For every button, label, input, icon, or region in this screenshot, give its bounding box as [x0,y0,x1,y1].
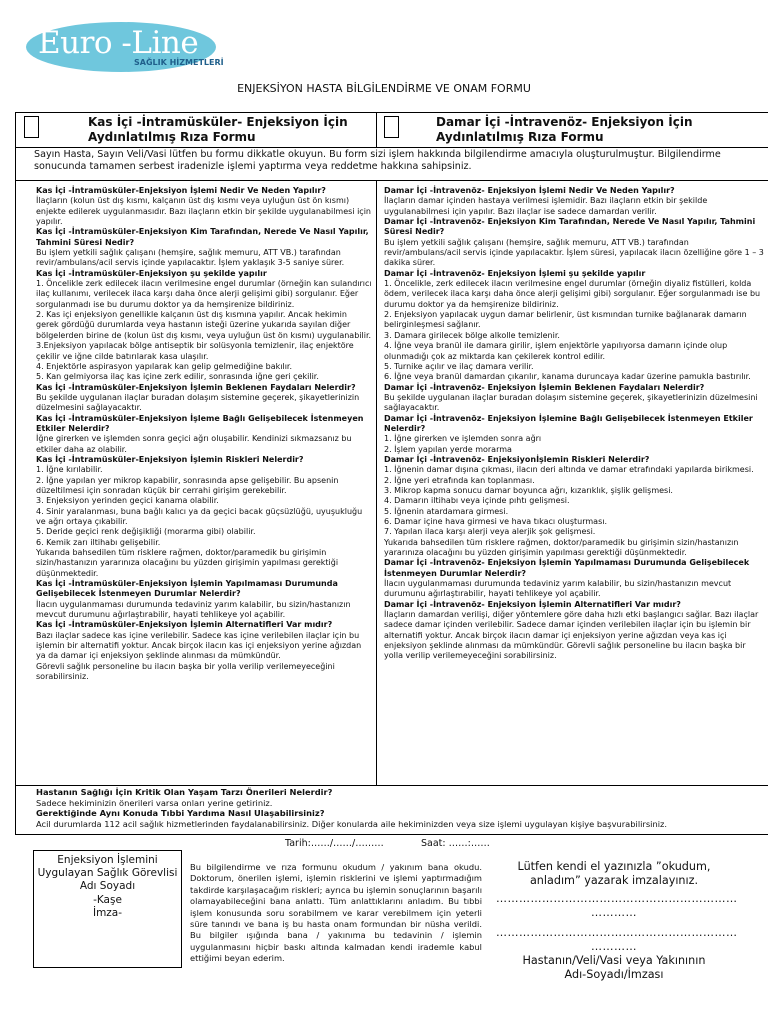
section-text: İlaçların damar içinden hastaya verilmesi işlemidir. Bazı ilaçların etkin bir şekilde uygulanabilmesi için yapılır. Bazı ilaçlar ise sadece damardan verilir. [384,196,708,216]
staff-line: Enjeksiyon İşlemini [57,854,158,866]
lifestyle-question: Hastanın Sağlığı İçin Kritik Olan Yaşam Tarzı Önerileri Nelerdir? [36,787,333,797]
help-question: Gerektiğinde Aynı Konuda Tıbbi Yardıma Nasıl Ulaşabilirsiniz? [36,808,325,819]
section-heading: Damar İçi -İntravenöz- Enjeksiyon İşlemin Beklenen Faydaları Nelerdir? [384,382,705,392]
iv-header-line2: Aydınlatılmış Rıza Formu [436,130,604,144]
section-text: Görevli sağlık personeline bu ilacın başka bir yolla verilip verilemeyeceğini sorabilirsiniz. [36,661,335,682]
section-text: Bu işlem yetkili sağlık çalışanı (hemşire, sağlık memuru, ATT VB.) tarafından revir/ambulans/acil servis içinde yapılacaktır. İşlem yaklaşık 3-5 saniye sürer. [36,248,345,268]
section-text: Bazı ilaçlar sadece kas içine verilebilir. Sadece kas içine verilebilen ilaçlar için bu işlemin bir alternatifi yoktur. Ancak birçok ilacın kas içi enjeksiyon yerine ağızdan ya da damar içi enjeksiyon şeklinde alınması da mümkündür. [36,630,362,661]
im-header [15,112,377,148]
signer-label-line1: Hastanın/Veli/Vasi veya Yakınının [522,954,706,967]
im-header-line2: Aydınlatılmış Rıza Formu [88,130,256,144]
time-field[interactable]: Saat: ……:…… [421,838,490,849]
section-text: 5. Deride geçici renk değişikliği (morarma gibi) olabilir. [36,527,256,537]
section-heading: Kas İçi -İntramüsküler-Enjeksiyon İşlemin Riskleri Nelerdir? [36,454,304,464]
iv-column [376,180,768,786]
section-text: 1. İğnenin damar dışına çıkması, ilacın deri altında ve damar etrafındaki yapılarda birikmesi. [384,465,754,475]
logo-registered: ® [198,25,205,33]
im-header-title [88,115,348,145]
iv-header [376,112,768,148]
section-text: Bu şekilde uygulanan ilaçlar buradan dolaşım sistemine geçerek, şikayetlerinizin düzelmesini sağlayacaktır. [36,392,360,413]
intro-paragraph: Sayın Hasta, Sayın Veli/Vasi lütfen bu formu dikkatle okuyun. Bu form sizi işlem hakkında bilgilendirme amacıyla oluşturulmuştur. Bilgilendirme sonucunda tamamen serbest iradenizle işlemi yaptırma veya reddetme hakkına sahipsiniz. [15,147,768,181]
logo-brand [38,25,205,61]
section-text: İlacın uygulanmaması durumunda tedaviniz yarım kalabilir, bu sizin/hastanızın mevcut durumunu ağırlaştırabilir, hayati tehlikeye yol açabilir. [36,599,351,620]
staff-line: -Kaşe [93,893,122,906]
section-text: 3. Enjeksiyon yerinden geçici kanama olabilir. [36,496,219,506]
section-text: 4. Enjektörle aspirasyon yapılarak kan gelip gelmediğine bakılır. [36,361,293,371]
staff-line: Uygulayan Sağlık Görevlisi [37,867,178,880]
date-field[interactable]: Tarih:……/……/……… [285,838,384,849]
section-heading: Damar İçi -İntravenöz- Enjeksiyon İşlemin Yapılmaması Durumunda Gelişebilecek İstenmeyen Durumlar Nelerdir? [384,558,750,578]
section-text: Yukarıda bahsedilen tüm risklere rağmen, doktor/paramedik bu girişimin sizin/hastanızın yararınıza olacağını bu yüzden girişimin yapılması gerektiği düşünmektedir. [36,548,339,578]
section-text: 1. Öncelikle zerk edilecek ilacın verilmesine engel durumlar (örneğin kan sulandırıcı ilaç kullanımı, verilecek ilaca karşı daha önce alerji gelişimi gibi) sorgulanır. Eğer sorgulanmadı ise bu durumu doktor ya da hemşirenize bildiriniz. [36,279,372,309]
advice-section [15,785,768,835]
section-text: 6. Kemik zarı iltihabı gelişebilir. [36,537,161,547]
section-heading: Damar İçi -İntravenöz- Enjeksiyonİşlemin Riskleri Nelerdir? [384,454,650,464]
section-text: İlaçların (kolun üst dış kısmı, kalçanın üst dış kısmı veya uyluğun üst ön kısmı) enjekte edilerek uygulanmasıdır. Bazı ilaçların etkin bir şekilde uygulanabilmesi için yapılır. [36,196,371,227]
consent-statement: Bu bilgilendirme ve rıza formunu okudum / yakınım bana okudu. Doktorum, önerilen işlemi, işlemin risklerini ve işlemi yaptırmadığım takdirde karşılaşacağım riskleri; ayrıca bu işlemin sonuçlarının başarılı olamayabileceğini bana anlattı. Tüm anlattıklarını anladım. Bu tıbbi işlem konusunda soru sorabilmem ve karar verebilmem için yeterli süre tanındı ve bana iş bu hasta onam formundan bir nüsha verildi. Bu bilgiler ışığında bana / yakınıma bu tedavinin / işlemin uygulanmasını hiçbir baskı altında kalmadan kendi irademle kabul ettiğimi beyan ederim. [190,862,482,964]
section-heading: Kas İçi -İntramüsküler-Enjeksiyon İşlemi Nedir Ve Neden Yapılır? [36,186,326,195]
signer-label-line2: Adı-Soyadı/İmzası [564,968,664,981]
iv-header-line1: Damar İçi -İntravenöz- Enjeksiyon İçin [436,115,693,129]
handwriting-line-end[interactable]: ………… [591,940,637,953]
section-heading: Kas İçi -İntramüsküler-Enjeksiyon Kim Tarafından, Nerede Ve Nasıl Yapılır, Tahmini Süresi Nedir? [36,227,369,247]
iv-header-title [436,115,693,145]
section-text: 5. Kan gelmiyorsa ilaç kas içine zerk edilir, sonrasında iğne geri çekilir. [36,372,319,382]
section-heading: Kas İçi -İntramüsküler-Enjeksiyon İşleme Bağlı Gelişebilecek İstenmeyen Etkiler Nelerdir? [36,413,364,433]
patient-signature-area [496,860,738,982]
handwriting-instruction: Lütfen kendi el yazınızla ”okudum, anladım” yazarak imzalayınız. [517,860,711,887]
section-heading: Damar İçi -İntravenöz- Enjeksiyon Kim Tarafından, Nerede Ve Nasıl Yapılır, Tahmini Süresi Nedir? [384,217,756,237]
section-heading: Kas İçi -İntramüsküler-Enjeksiyon İşlemin Alternatifleri Var mıdır? [36,620,333,630]
section-heading: Kas İçi -İntramüsküler-Enjeksiyon şu şekilde yapılır [36,268,267,278]
section-text: 4. İğne veya branül ile damara girilir, işlem enjektörle yapılıyorsa damarın içinde olup olunmadığı çok az miktarda kan çekilerek kontrol edilir. [384,341,728,361]
section-text: 2. İğne yeri etrafında kan toplanması. [384,475,535,485]
section-text: 1. İğne girerken ve işlemden sonra ağrı [384,434,542,444]
section-heading: Kas İçi -İntramüsküler-Enjeksiyon İşlemin Beklenen Faydaları Nelerdir? [36,382,356,392]
im-header-line1: Kas İçi -İntramüsküler- Enjeksiyon İçin [88,115,348,129]
im-column [15,180,377,786]
im-checkbox[interactable] [24,116,39,138]
section-text: Yukarıda bahsedilen tüm risklere rağmen, doktor/paramedik bu girişimin sizin/hastanızın yararınıza olacağını bu yüzden girişimin yapılması gerektiği düşünmektedir. [384,537,739,558]
section-text: Bu işlem yetkili sağlık çalışanı (hemşire, sağlık memuru, ATT VB.) tarafından revir/ambulans/acil servis içinde yapılacaktır. İşlem süresi, yapılacak ilacın özelliğine göre 1 – 3 dakika sürer. [384,237,764,268]
lifestyle-answer: Sadece hekiminizin önerileri varsa onları yerine getiriniz. [36,797,273,808]
section-text: 4. Sinir yaralanması, buna bağlı kalıcı ya da geçici bacak güçsüzlüğü, uyuşukluğu ve ağrı ortaya çıkabilir. [36,506,363,526]
section-heading: Damar İçi -İntravenöz- Enjeksiyon İşlemi şu şekilde yapılır [384,268,646,278]
logo-subtitle: SAĞLIK HİZMETLERİ [134,58,224,67]
section-text: 7. Yapılan ilaca karşı alerji veya alerjik şok gelişmesi. [384,527,596,537]
handwriting-line[interactable]: ……………………………………………………… [496,926,738,939]
staff-signature-box[interactable] [33,850,182,968]
section-text: 3.Enjeksiyon yapılacak bölge antiseptik bir solüsyonla temizlenir, ilaç enjektöre çekilir ve iğne cilde batırılarak kasa ulaşılır. [36,341,354,361]
staff-line: İmza- [92,906,123,919]
section-text: 4. Damarın iltihabı veya içinde pıhtı gelişmesi. [384,496,570,506]
section-text: 2. Enjeksiyon yapılacak uygun damar belirlenir, üst kısmından turnike bağlanarak damarın belirginleşmesi sağlanır. [384,310,747,330]
section-text: 1. Öncelikle, zerk edilecek ilacın verilmesine engel durumlar (örneğin diyaliz fistülleri, kolda ödem, verilecek ilaca karşı daha önce alerji gelişimi gibi) sorgulanır. Eğer sorgulanmadı ise bu durumu doktor ya da hemşirenize bildiriniz. [384,279,761,309]
section-text: 2. Kas içi enjeksiyon genellikle kalçanın üst dış kısmına yapılır. Ancak hekimin gerek gördüğü durumlarda veya hastanın isteği üzerine yukarıda sayılan diğer bölgelerden birine de (kolun üst dış kısmı, veya uyluğun üst ön kısmı) uygulanabilir. [36,310,372,340]
section-text: İlacın uygulanmaması durumunda tedaviniz yarım kalabilir, bu sizin/hastanızın mevcut durumunu ağırlaştırabilir, hayati tehlikeye yol açabilir. [384,579,732,599]
form-title: ENJEKSİYON HASTA BİLGİLENDİRME VE ONAM FORMU [237,82,531,95]
help-answer: Acil durumlarda 112 acil sağlık hizmetlerinden faydalanabilirsiniz. Diğer konularda aile hekiminizden veya size işlemi uygulayan kişiye başvurabilirsiniz. [36,819,668,830]
iv-checkbox[interactable] [384,116,399,138]
section-text: İğne girerken ve işlemden sonra geçici ağrı oluşabilir. Kendinizi sıkmazsanız bu etkiler daha az olabilir. [36,434,352,454]
section-heading: Damar İçi -İntravenöz- Enjeksiyon İşlemine Bağlı Gelişebilecek İstenmeyen Etkiler Nelerdir? [384,413,753,433]
section-text: 2. İğne yapılan yer mikrop kapabilir, sonrasında apse gelişebilir. Bu apsenin düzeltilmesi için sonradan küçük bir cerrahi girişim gerekebilir. [36,475,339,495]
section-text: 5. Turnike açılır ve ilaç damara verilir. [384,361,534,371]
section-text: 3. Mikrop kapma sonucu damar boyunca ağrı, kızarıklık, şişlik gelişmesi. [384,485,673,495]
section-text: 3. Damara girilecek bölge alkolle temizlenir. [384,330,560,340]
section-heading: Damar İçi -İntravenöz- Enjeksiyon İşlemin Alternatifleri Var mıdır? [384,599,681,609]
logo-brand-text: Euro -Line [38,25,199,61]
section-text: 1. İğne kırılabilir. [36,465,103,475]
handwriting-line[interactable]: ……………………………………………………… [496,892,738,905]
handwriting-line-end[interactable]: ………… [591,906,637,919]
section-heading: Kas İçi -İntramüsküler-Enjeksiyon İşlemin Yapılmaması Durumunda Gelişebilecek İstenmeyen Durumlar Nelerdir? [36,579,338,599]
section-text: 6. İğne veya branül damardan çıkarılır, kanama duruncaya kadar üzerine pamukla bastırılır. [384,372,751,382]
section-text: İlaçların damardan verilişi, diğer yöntemlere göre daha hızlı etki başlangıcı sağlar. Bazı ilaçlar sadece damar içinden verilebilir. Sadece damar içinden verilebilen ilaçlar için bu işlemin bir alternatifi yoktur. Ancak birçok ilacın damar içi enjeksiyon yerine ağızdan veya kas içi enjeksiyon şeklinde alınması da mümkündür. Görevli sağlık personeline bu ilacın başka bir yolla verilip verilemeyeceğini sorabilirsiniz. [384,610,759,661]
section-text: 5. İğnenin atardamara girmesi. [384,506,509,516]
section-text: 2. İşlem yapılan yerde morarma [384,444,512,454]
staff-line: Adı Soyadı [79,880,136,893]
section-heading: Damar İçi -İntravenöz- Enjeksiyon İşlemi Nedir Ve Neden Yapılır? [384,186,675,195]
company-logo [26,22,222,74]
section-text: 6. Damar içine hava girmesi ve hava tıkacı oluşturması. [384,517,608,526]
section-text: Bu şekilde uygulanan ilaçlar buradan dolaşım sistemine geçerek, şikayetlerinizin düzelmesini sağlayacaktır. [384,392,758,413]
